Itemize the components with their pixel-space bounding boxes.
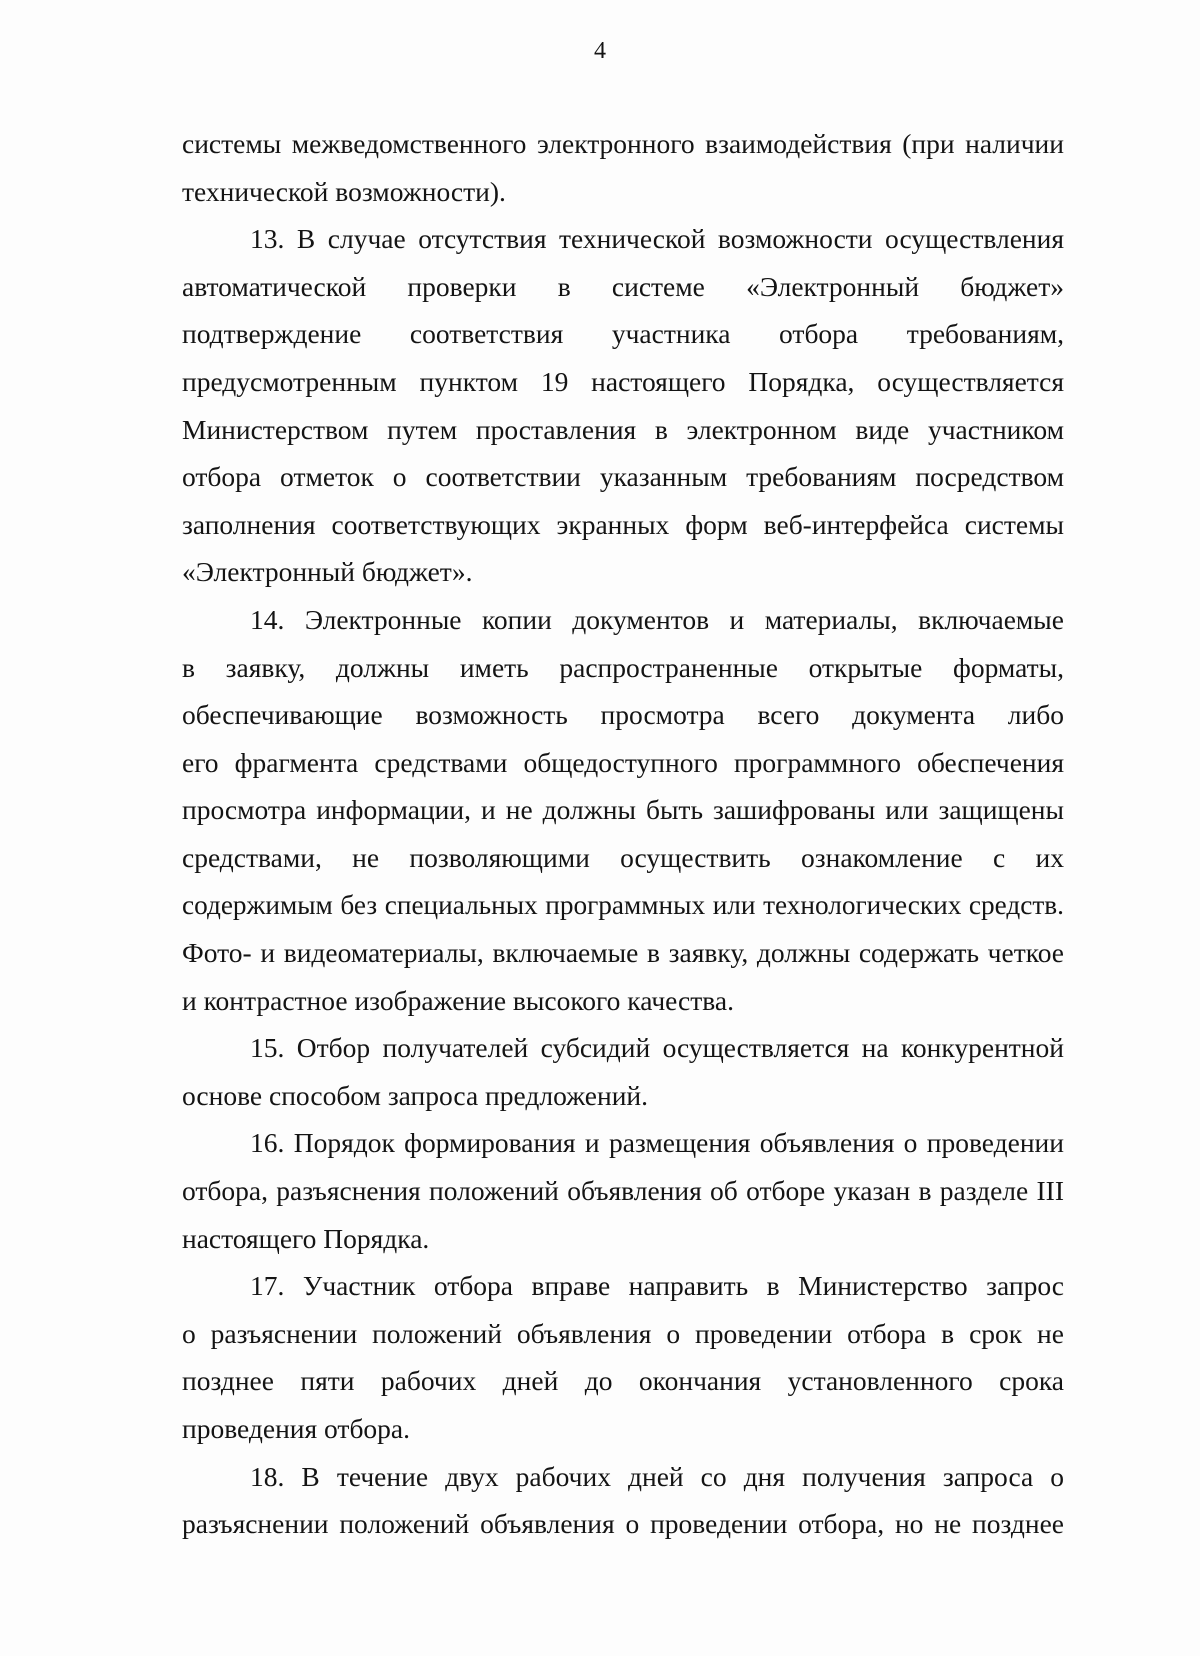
text-line: технической возможности).: [182, 175, 506, 207]
text-line: основе способом запроса предложений.: [182, 1079, 649, 1111]
paragraph-15: [182, 1024, 1064, 1119]
text-line: 13. В случае отсутствия технической возможности осуществления: [250, 223, 1064, 255]
text-line: разъяснении положений объявления о проведении отбора, но не позднее: [182, 1508, 1064, 1540]
text-line: обеспечивающие возможность просмотра всего документа либо: [182, 699, 1064, 731]
text-line: системы межведомственного электронного взаимодействия (при наличии: [182, 128, 1064, 159]
text-line: настоящего Порядка.: [182, 1222, 430, 1254]
text-line: автоматической проверки в системе «Электронный бюджет»: [182, 270, 1064, 302]
text-line: и контрастное изображение высокого качества.: [182, 984, 734, 1016]
text-line: о разъяснении положений объявления о проведении отбора в срок не: [182, 1317, 1064, 1349]
paragraph-17: [182, 1262, 1064, 1452]
text-line: подтверждение соответствия участника отбора требованиям,: [182, 318, 1064, 350]
text-line: Фото- и видеоматериалы, включаемые в заявку, должны содержать четкое: [182, 937, 1064, 969]
text-line: средствами, не позволяющими осуществить ознакомление с их: [182, 841, 1064, 873]
text-line: 18. В течение двух рабочих дней со дня получения запроса о: [250, 1460, 1064, 1492]
paragraph-13: [182, 215, 1064, 596]
text-line: отбора отметок о соответствии указанным требованиям посредством: [182, 461, 1064, 493]
text-line: «Электронный бюджет».: [182, 556, 473, 588]
text-line: 15. Отбор получателей субсидий осуществляется на конкурентной: [250, 1032, 1064, 1064]
text-line: позднее пяти рабочих дней до окончания установленного срока: [182, 1365, 1064, 1397]
text-line: содержимым без специальных программных или технологических средств.: [182, 889, 1064, 920]
text-line: в заявку, должны иметь распространенные открытые форматы,: [182, 651, 1064, 683]
paragraph-16: [182, 1119, 1064, 1262]
text-line: 14. Электронные копии документов и материалы, включаемые: [250, 603, 1064, 635]
page-number: 4: [594, 38, 606, 64]
text-line: предусмотренным пунктом 19 настоящего Порядка, осуществляется: [182, 365, 1064, 397]
text-line: отбора, разъяснения положений объявления об отборе указан в разделе III: [182, 1175, 1064, 1207]
paragraph-18: [182, 1453, 1064, 1548]
document-body: [182, 120, 1064, 1548]
text-line: 16. Порядок формирования и размещения объявления о проведении: [250, 1127, 1064, 1159]
paragraph: [182, 120, 1064, 215]
text-line: просмотра информации, и не должны быть зашифрованы или защищены: [182, 794, 1064, 826]
text-line: заполнения соответствующих экранных форм веб-интерфейса системы: [182, 508, 1064, 540]
text-line: его фрагмента средствами общедоступного программного обеспечения: [182, 746, 1064, 778]
text-line: 17. Участник отбора вправе направить в Министерство запрос: [250, 1270, 1064, 1302]
paragraph-14: [182, 596, 1064, 1024]
text-line: проведения отбора.: [182, 1413, 411, 1445]
text-line: Министерством путем проставления в электронном виде участником: [182, 413, 1064, 445]
